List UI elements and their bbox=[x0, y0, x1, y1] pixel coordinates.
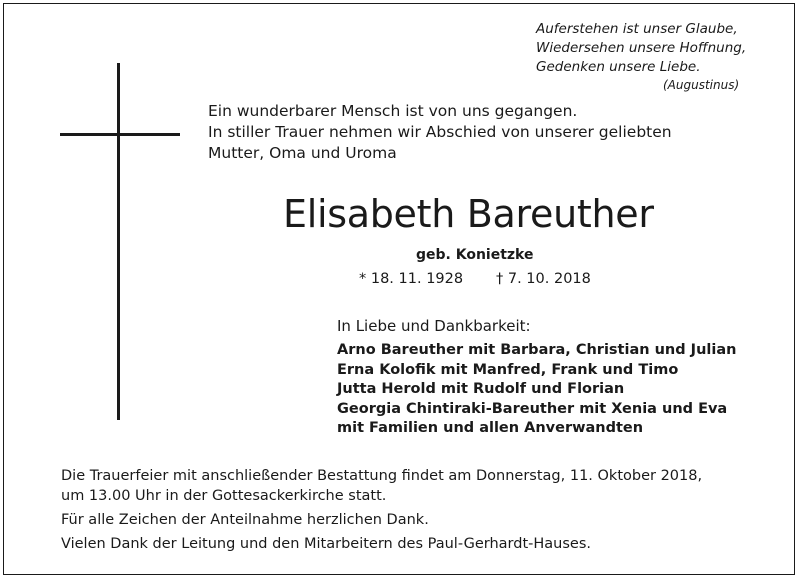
intro-line: Mutter, Oma und Uroma bbox=[208, 144, 397, 162]
intro-text bbox=[208, 101, 672, 164]
mourner-line: mit Familien und allen Anverwandten bbox=[337, 420, 644, 436]
mourner-line: Arno Bareuther mit Barbara, Christian und Julian bbox=[337, 342, 737, 358]
motto-line: Gedenken unsere Liebe. bbox=[536, 59, 701, 75]
mourner-line: Jutta Herold mit Rudolf und Florian bbox=[337, 381, 625, 397]
obituary-notice bbox=[3, 3, 795, 575]
motto-source: (Augustinus) bbox=[663, 78, 740, 92]
birth-name: geb. Konietzke bbox=[416, 247, 534, 263]
birth-date: * 18. 11. 1928 bbox=[359, 271, 464, 287]
funeral-info-line: um 13.00 Uhr in der Gottesackerkirche statt. bbox=[61, 488, 387, 504]
funeral-info-line: Die Trauerfeier mit anschließender Bestattung findet am Donnerstag, 11. Oktober 2018, bbox=[61, 468, 703, 484]
cross-icon-horizontal bbox=[60, 133, 180, 136]
thanks-line: Für alle Zeichen der Anteilnahme herzlichen Dank. bbox=[61, 512, 429, 528]
mourners-list bbox=[337, 341, 736, 439]
mourners-heading: In Liebe und Dankbarkeit: bbox=[337, 317, 531, 335]
motto-line: Wiedersehen unsere Hoffnung, bbox=[536, 40, 747, 56]
deceased-name: Elisabeth Bareuther bbox=[283, 192, 654, 236]
motto-quote bbox=[536, 20, 746, 77]
motto-line: Auferstehen ist unser Glaube, bbox=[536, 21, 738, 37]
intro-line: Ein wunderbarer Mensch ist von uns gegangen. bbox=[208, 102, 578, 120]
thanks-home-line: Vielen Dank der Leitung und den Mitarbeitern des Paul-Gerhardt-Hauses. bbox=[61, 536, 591, 552]
mourner-line: Georgia Chintiraki-Bareuther mit Xenia und Eva bbox=[337, 400, 728, 417]
footer-text bbox=[61, 466, 702, 554]
intro-line: In stiller Trauer nehmen wir Abschied von unserer geliebten bbox=[208, 123, 672, 141]
cross-icon-vertical bbox=[117, 63, 120, 420]
mourner-line: Erna Kolofik mit Manfred, Frank und Timo bbox=[337, 361, 679, 378]
death-date: † 7. 10. 2018 bbox=[496, 271, 591, 287]
